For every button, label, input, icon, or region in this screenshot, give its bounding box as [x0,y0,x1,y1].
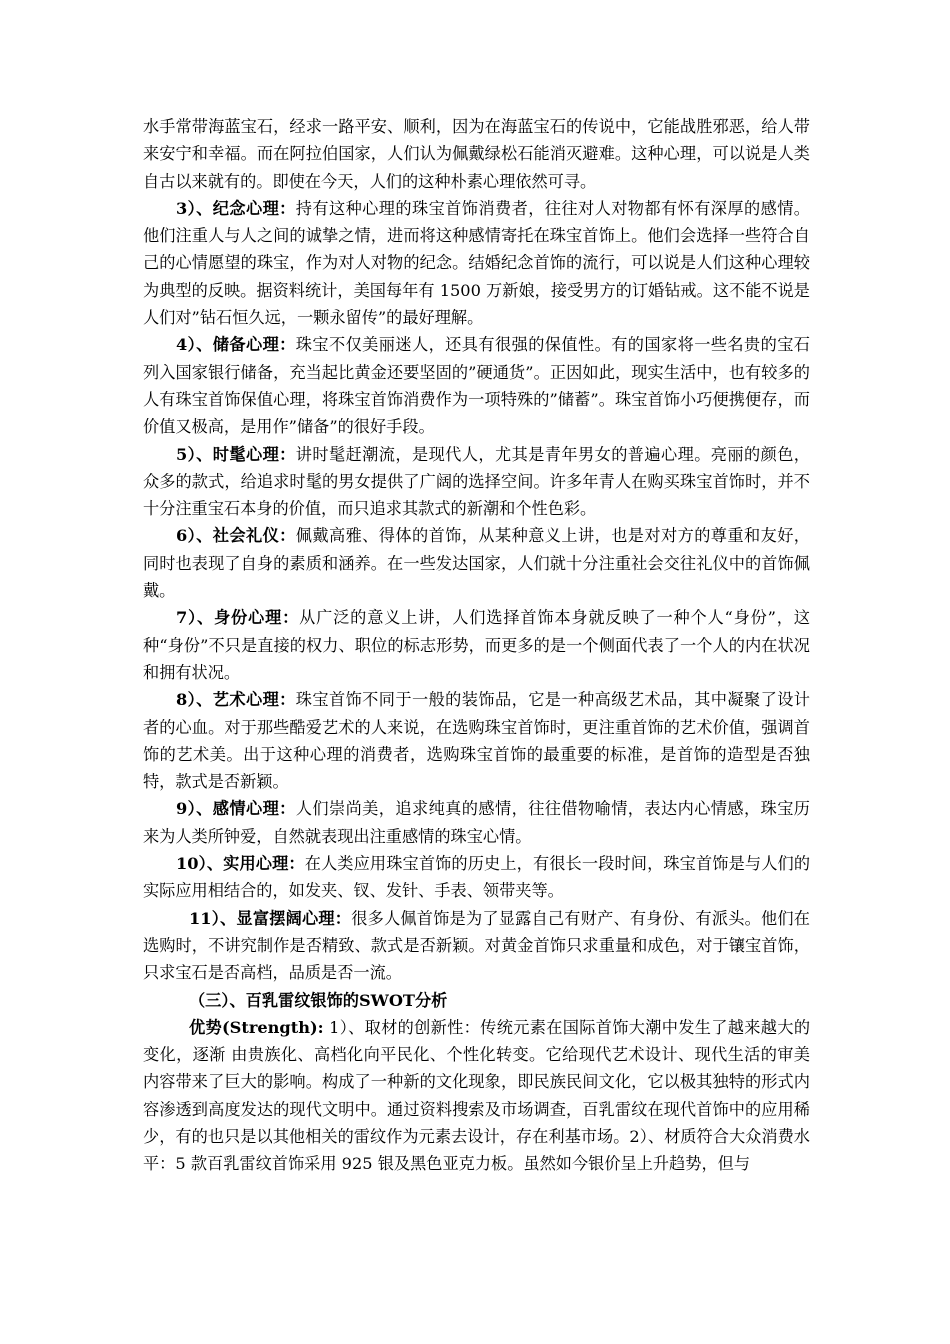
paragraph-reserve [143,331,810,440]
paragraph-fashion [143,441,810,523]
paragraph-label: 4）、储备心理： [176,335,296,355]
paragraph-label: 10）、实用心理： [176,854,305,874]
paragraph-art [143,686,810,795]
paragraph-practical [143,850,810,905]
paragraph-text: 在人类应用珠宝首饰的历史上，有很长一段时间，珠宝首饰是与人们的实际应用相结合的，如发夹、钗、发针、手表、领带夹等。 [143,854,811,901]
paragraph-text: 珠宝首饰不同于一般的装饰品，它是一种高级艺术品，其中凝聚了设计者的心血。对于那些酷爱艺术的人来说，在选购珠宝首饰时，更注重首饰的艺术价值，强调首饰的艺术美。出于这种心理的消费者，选购珠宝首饰的最重要的标准，是首饰的造型是否独特，款式是否新颖。 [143,690,810,792]
paragraph-etiquette [143,522,810,604]
paragraph-identity [143,604,810,686]
paragraph-text: 很多人佩首饰是为了显露自己有财产、有身份、有派头。他们在选购时，不讲究制作是否精致、款式是否新颖。对黄金首饰只求重量和成色，对于镶宝首饰，只求宝石是否高档，品质是否一流。 [143,908,810,983]
paragraph-continuation [143,113,810,195]
paragraph-label: 11）、显富摆阔心理： [189,908,352,928]
paragraph-label: 8）、艺术心理： [176,690,296,710]
paragraph-label: 优势(Strength): [189,1017,324,1037]
paragraph-commemorative [143,195,810,331]
paragraph-text: 水手常带海蓝宝石，经求一路平安、顺利，因为在海蓝宝石的传说中，它能战胜邪恶，给人带来安宁和幸福。而在阿拉伯国家，人们认为佩戴绿松石能消灭避难。这种心理，可以说是人类自古以来就有的。即使在今天，人们的这种朴素心理依然可寻。 [143,117,810,191]
paragraph-text: 讲时髦赶潮流，是现代人，尤其是青年男女的普遍心理。亮丽的颜色，众多的款式，给追求时髦的男女提供了广阔的选择空间。许多年青人在购买珠宝首饰时，并不十分注重宝石本身的价值，而只追求其款式的新潮和个性色彩。 [143,444,810,519]
paragraph-strength [143,1014,810,1178]
paragraph-label: 5）、时髦心理： [176,444,296,464]
paragraph-text: 1）、取材的创新性：传统元素在国际首饰大潮中发生了越来越大的变化，逐渐 由贵族化、高档化向平民化、个性化转变。它给现代艺术设计、现代生活的审美内容带来了巨大的影响。构成了一种新的文化现象，即民族民间文化，它以极其独特的形式内容渗透到高度发达的现代文明中。通过资料搜索及市场调查，百乳雷纹在现代首饰中的应用稀少，有的也只是以其他相关的雷纹作为元素去设计，存在利基市场。2）、材质符合大众消费水平：5 款百乳雷纹首饰采用 925 银及黑色亚克力板。虽然如今银价呈上升趋势，但与 [143,1017,811,1174]
section-heading: （三）、百乳雷纹银饰的SWOT分析 [189,990,448,1010]
paragraph-label: 9）、感情心理： [176,799,296,819]
paragraph-text: 佩戴高雅、得体的首饰，从某种意义上讲，也是对对方的尊重和友好，同时也表现了自身的素质和涵养。在一些发达国家，人们就十分注重社会交往礼仪中的首饰佩戴。 [143,526,810,601]
paragraph-label: 6）、社会礼仪： [176,526,296,546]
paragraph-text: 珠宝不仅美丽迷人，还具有很强的保值性。有的国家将一些名贵的宝石列入国家银行储备，充当起比黄金还要坚固的”硬通货”。正因如此，现实生活中，也有较多的人有珠宝首饰保值心理，将珠宝首饰消费作为一项特殊的”储蓄”。珠宝首饰小巧便携便存，而价值又极高，是用作”储备”的很好手段。 [143,335,810,437]
paragraph-text: 人们崇尚美，追求纯真的感情，往往借物喻情，表达内心情感，珠宝历来为人类所钟爱，自然就表现出注重感情的珠宝心情。 [143,799,810,846]
paragraph-label: 3）、纪念心理： [176,198,296,218]
paragraph-text: 持有这种心理的珠宝首饰消费者，往往对人对物都有怀有深厚的感情。他们注重人与人之间的诚挚之情，进而将这种感情寄托在珠宝首饰上。他们会选择一些符合自己的心情愿望的珠宝，作为对人对物的纪念。结婚纪念首饰的流行，可以说是人们这种心理较为典型的反映。据资料统计，美国每年有 1500 万新娘，接受男方的订婚钻戒。这不能不说是人们对”钻石恒久远，一颗永留传”的最好理解。 [143,198,810,328]
document-body [143,113,810,1178]
paragraph-label: 7）、身份心理： [176,608,300,628]
paragraph-text: 从广泛的意义上讲，人们选择首饰本身就反映了一种个人“身份”，这种“身份”不只是直接的权力、职位的标志形势，而更多的是一个侧面代表了一个人的内在状况和拥有状况。 [143,608,810,682]
paragraph-emotion [143,795,810,850]
paragraph-show-wealth [143,905,810,987]
